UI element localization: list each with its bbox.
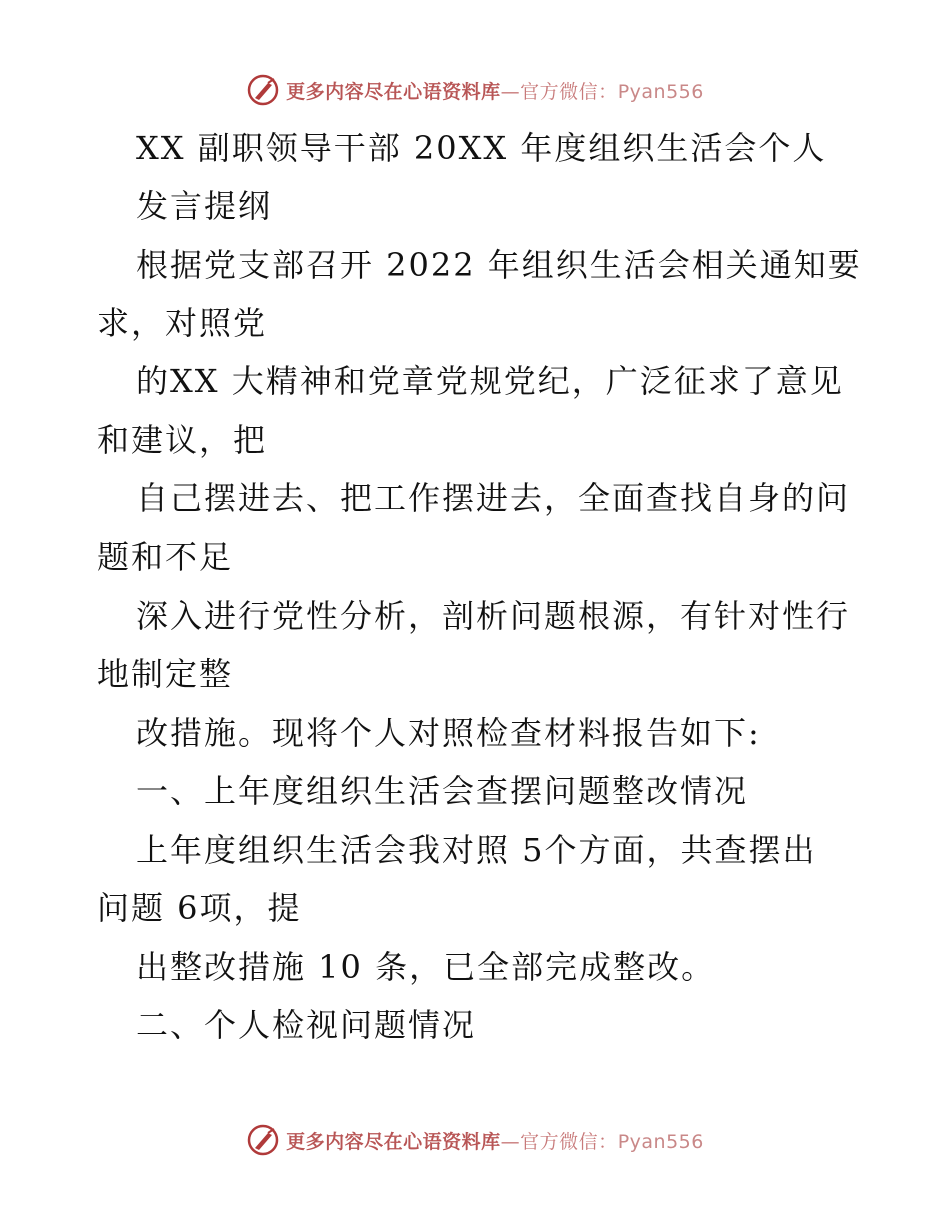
watermark-text: [286, 1127, 704, 1154]
paragraph-7-line-1: 出整改措施 10 条，已全部完成整改。: [136, 948, 716, 986]
document-title-line-2: 发言提纲: [136, 187, 273, 225]
paragraph-2-line-1: 的XX 大精神和党章党规党纪，广泛征求了意见: [136, 362, 844, 400]
paragraph-5-line-1: 改措施。现将个人对照检查材料报告如下:: [136, 714, 761, 752]
watermark-wechat-handle: Pyan556: [617, 1130, 704, 1153]
document-title-line-1: XX 副职领导干部 20XX 年度组织生活会个人: [136, 129, 827, 167]
paragraph-2-line-2: 和建议，把: [97, 421, 268, 459]
paragraph-1-line-2: 求，对照党: [97, 304, 268, 342]
paragraph-6-line-2: 问题 6项，提: [97, 889, 302, 927]
paragraph-4-line-2: 地制定整: [97, 655, 234, 693]
paragraph-6-line-1: 上年度组织生活会我对照 5个方面，共查摆出: [136, 831, 817, 869]
quill-logo-icon: [246, 1123, 280, 1157]
watermark-wechat-label: 官方微信：: [520, 80, 618, 103]
footer-watermark: [0, 1120, 950, 1160]
watermark-text: [286, 77, 704, 104]
paragraph-3-line-2: 题和不足: [97, 538, 234, 576]
paragraph-1-line-1: 根据党支部召开 2022 年组织生活会相关通知要: [136, 246, 862, 284]
section-heading-1: 一、上年度组织生活会查摆问题整改情况: [136, 772, 749, 810]
paragraph-4-line-1: 深入进行党性分析，剖析问题根源，有针对性行: [136, 597, 851, 635]
header-watermark: [0, 70, 950, 110]
watermark-separator: —: [500, 80, 521, 103]
watermark-brand: 更多内容尽在心语资料库: [286, 80, 501, 103]
quill-logo-icon: [246, 73, 280, 107]
watermark-brand: 更多内容尽在心语资料库: [286, 1130, 501, 1153]
section-heading-2: 二、个人检视问题情况: [136, 1006, 477, 1044]
paragraph-3-line-1: 自己摆进去、把工作摆进去，全面查找自身的问: [136, 479, 851, 517]
watermark-wechat-handle: Pyan556: [617, 80, 704, 103]
watermark-separator: —: [500, 1130, 521, 1153]
watermark-wechat-label: 官方微信：: [520, 1130, 618, 1153]
